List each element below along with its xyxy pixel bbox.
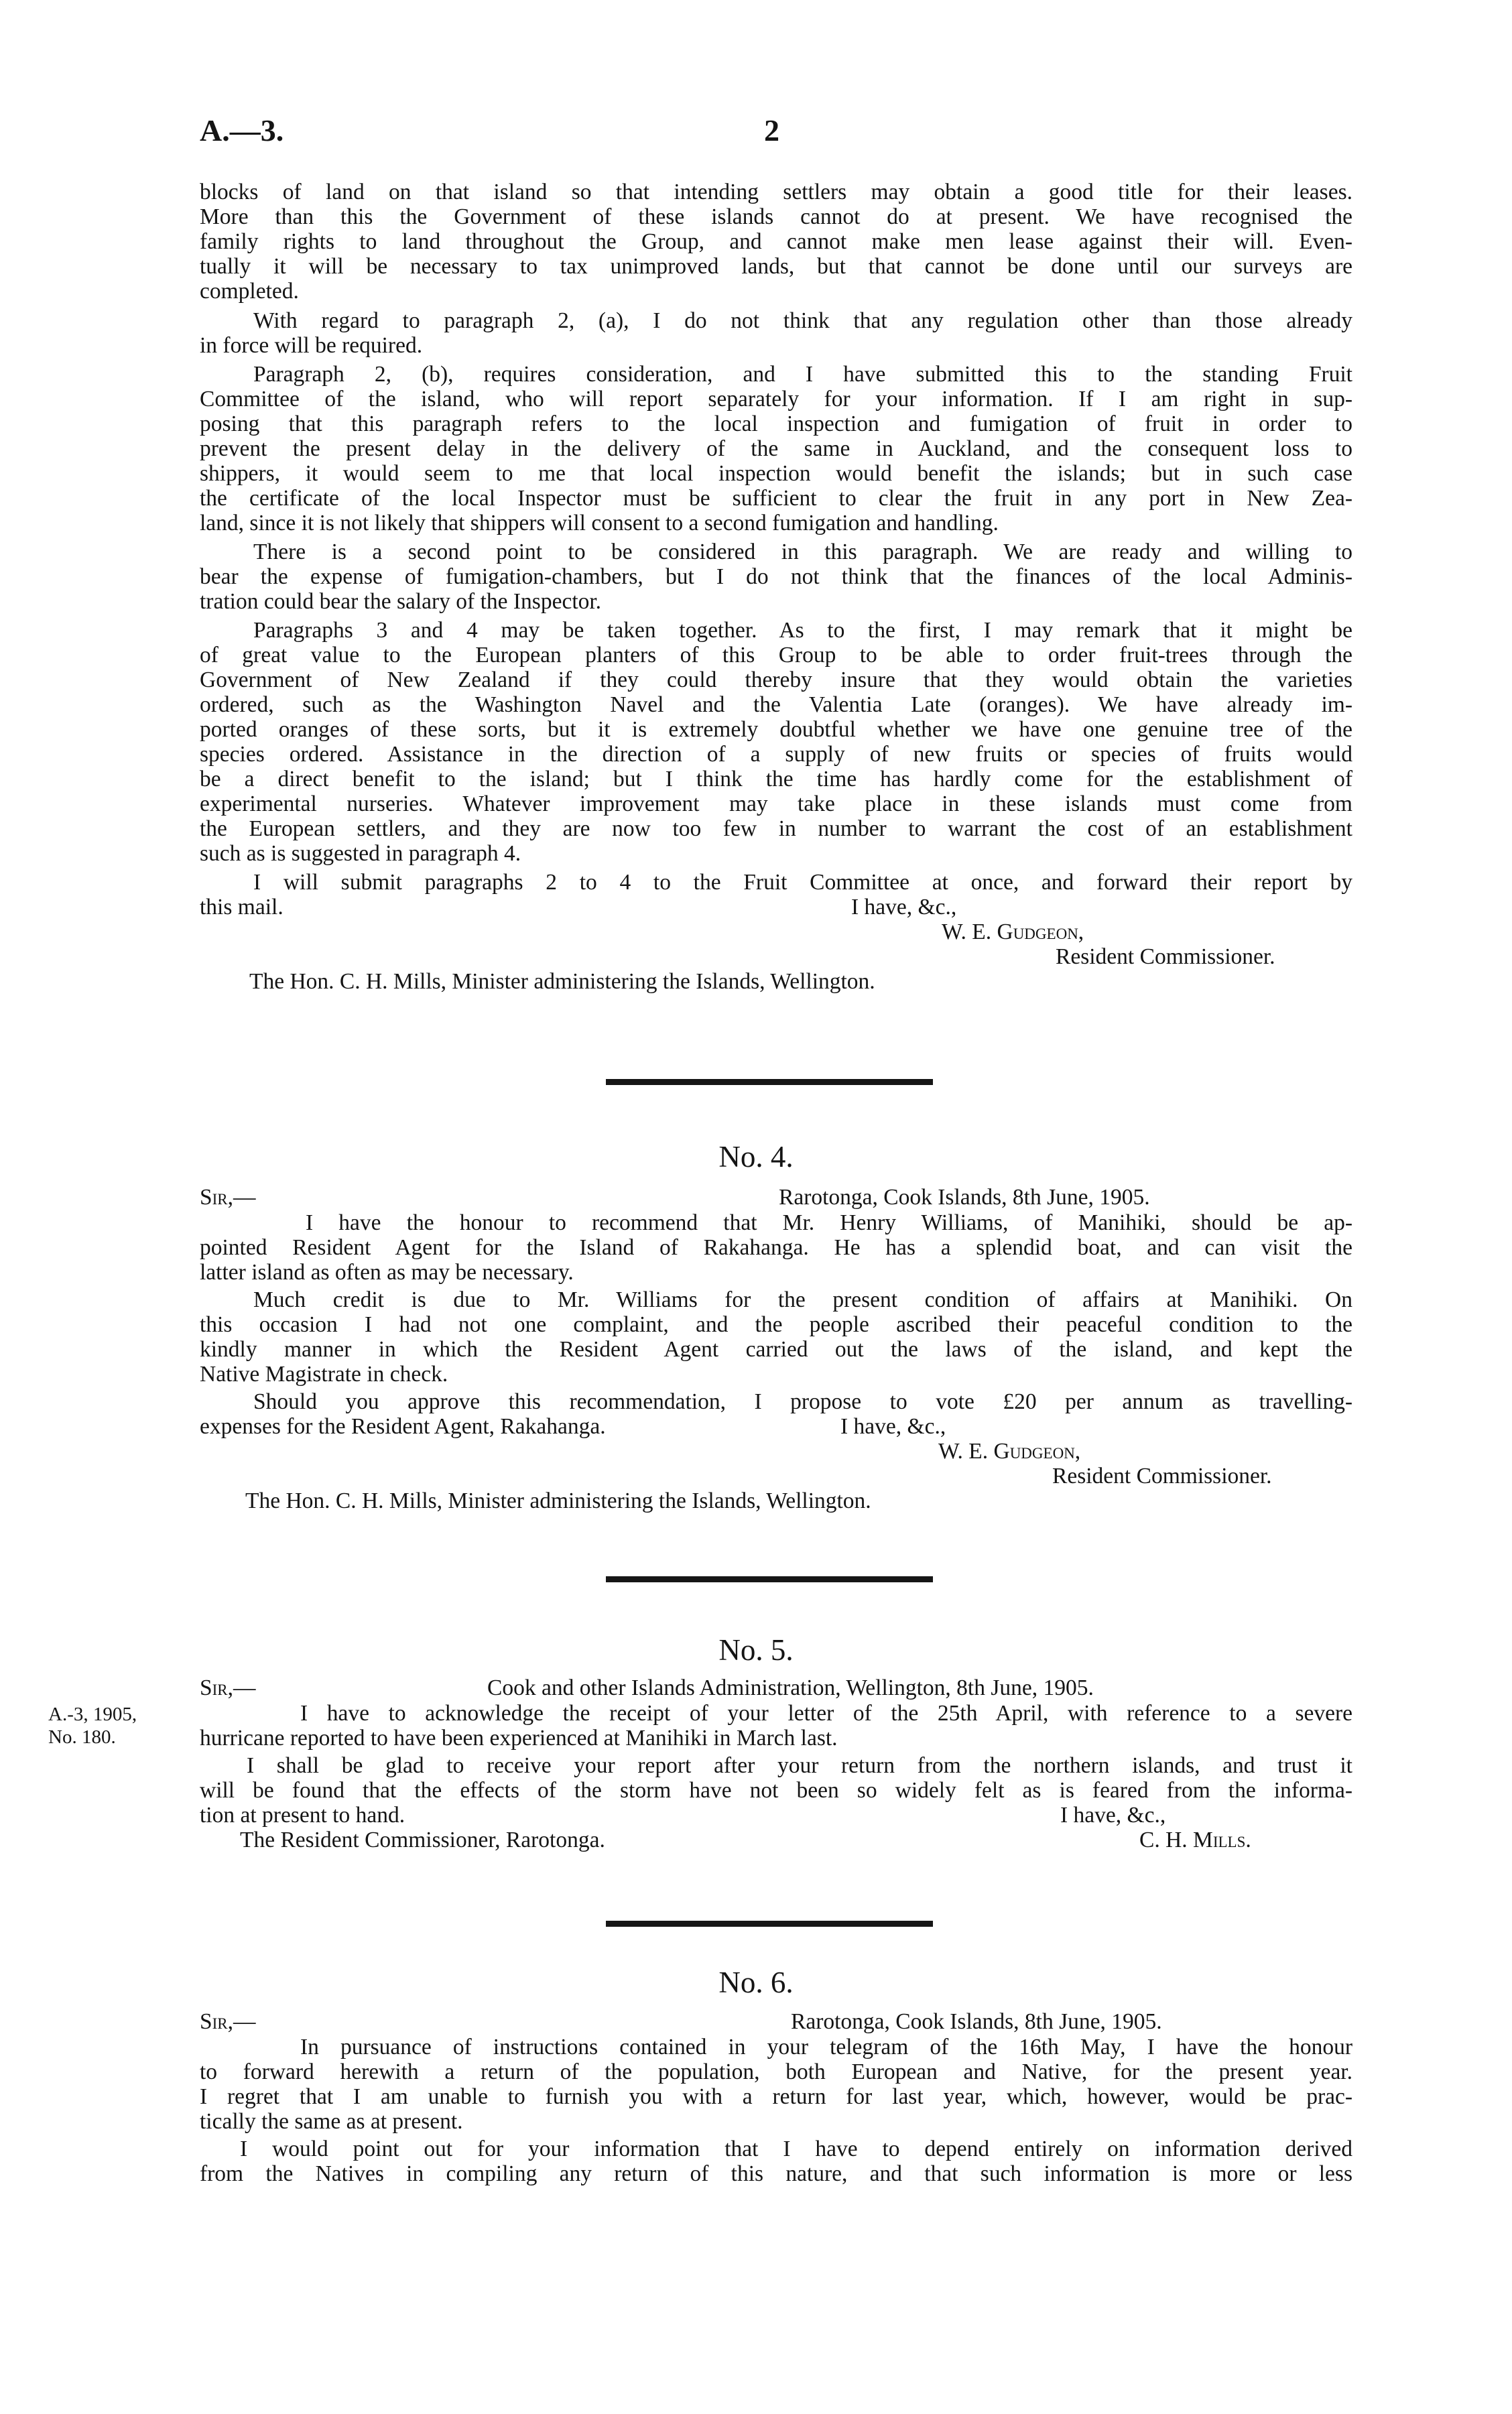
signature: W. E. Gudgeon, xyxy=(942,919,1084,944)
text-line: Should you approve this recommendation, I propose to vote £20 per annum as travelling- xyxy=(253,1389,1352,1414)
text-line: I have to acknowledge the receipt of your letter of the 25th April, with reference to a severe xyxy=(300,1701,1352,1726)
text-line: completed. xyxy=(200,279,299,304)
section-divider xyxy=(606,1921,933,1927)
dateline: Cook and other Islands Administration, Wellington, 8th June, 1905. xyxy=(487,1675,1094,1700)
text-line: to forward herewith a return of the population, both European and Native, for the present year. xyxy=(200,2059,1352,2084)
text-line: species ordered. Assistance in the direction of a supply of new fruits or species of fruits would xyxy=(200,742,1352,767)
addressee: The Hon. C. H. Mills, Minister administering the Islands, Wellington. xyxy=(245,1488,871,1513)
text-line: pointed Resident Agent for the Island of Rakahanga. He has a splendid boat, and can visit the xyxy=(200,1235,1352,1260)
text-line: such as is suggested in paragraph 4. xyxy=(200,841,521,866)
text-line: Government of New Zealand if they could thereby insure that they would obtain the varieties xyxy=(200,668,1352,692)
text-line: this mail. xyxy=(200,895,284,919)
section-divider xyxy=(606,1079,933,1085)
salutation: Sir,— xyxy=(200,1185,256,1210)
text-line: family rights to land throughout the Group, and cannot make men lease against their will. Even- xyxy=(200,229,1352,254)
text-line: In pursuance of instructions contained in your telegram of the 16th May, I have the honour xyxy=(300,2035,1352,2059)
letter-heading: No. 5. xyxy=(718,1633,794,1667)
salutation: Sir,— xyxy=(200,2009,256,2034)
text-line: tration could bear the salary of the Inspector. xyxy=(200,589,602,614)
text-line: latter island as often as may be necessary. xyxy=(200,1260,574,1285)
text-line: I would point out for your information that I have to depend entirely on information derived xyxy=(240,2137,1352,2161)
letter-heading: No. 4. xyxy=(718,1140,794,1173)
text-line: ordered, such as the Washington Navel and the Valentia Late (oranges). We have already im- xyxy=(200,692,1352,717)
text-line: shippers, it would seem to me that local inspection would benefit the islands; but in such case xyxy=(200,461,1352,486)
addressee: The Hon. C. H. Mills, Minister administering the Islands, Wellington. xyxy=(249,969,875,994)
text-line: tion at present to hand. xyxy=(200,1803,405,1828)
text-line: Much credit is due to Mr. Williams for the present condition of affairs at Manihiki. On xyxy=(253,1287,1352,1312)
text-line: land, since it is not likely that shippers will consent to a second fumigation and handling. xyxy=(200,511,999,535)
signatory-title: Resident Commissioner. xyxy=(1052,1464,1272,1488)
text-line: blocks of land on that island so that intending settlers may obtain a good title for their leases. xyxy=(200,180,1352,204)
salutation: Sir,— xyxy=(200,1675,256,1700)
text-line: posing that this paragraph refers to the local inspection and fumigation of fruit in order to xyxy=(200,411,1352,436)
text-line: I have the honour to recommend that Mr. Henry Williams, of Manihiki, should be ap- xyxy=(306,1210,1352,1235)
text-line: of great value to the European planters of this Group to be able to order fruit-trees through the xyxy=(200,643,1352,668)
text-line: There is a second point to be considered in this paragraph. We are ready and willing to xyxy=(253,539,1352,564)
text-line: I regret that I am unable to furnish you with a return for last year, which, however, would be prac- xyxy=(200,2084,1352,2109)
signature: W. E. Gudgeon, xyxy=(938,1439,1081,1464)
dateline: Rarotonga, Cook Islands, 8th June, 1905. xyxy=(791,2009,1162,2034)
dateline: Rarotonga, Cook Islands, 8th June, 1905. xyxy=(779,1185,1150,1210)
text-line: this occasion I had not one complaint, and the people ascribed their peaceful condition to the xyxy=(200,1312,1352,1337)
text-line: hurricane reported to have been experienced at Manihiki in March last. xyxy=(200,1726,838,1751)
text-line: I shall be glad to receive your report after your return from the northern islands, and trust it xyxy=(247,1753,1352,1778)
document-ref: A.—3. xyxy=(200,113,284,147)
text-line: the certificate of the local Inspector must be sufficient to clear the fruit in any port in New Zea- xyxy=(200,486,1352,511)
text-line: tically the same as at present. xyxy=(200,2109,463,2134)
section-divider xyxy=(606,1576,933,1582)
text-line: I will submit paragraphs 2 to 4 to the Fruit Committee at once, and forward their report by xyxy=(253,870,1352,895)
addressee: The Resident Commissioner, Rarotonga. xyxy=(240,1828,605,1852)
text-line: Paragraph 2, (b), requires consideration, and I have submitted this to the standing Fruit xyxy=(253,362,1352,387)
text-line: will be found that the effects of the storm have not been so widely felt as is feared from the informa- xyxy=(200,1778,1352,1803)
text-line: More than this the Government of these islands cannot do at present. We have recognised the xyxy=(200,204,1352,229)
text-line: in force will be required. xyxy=(200,333,423,358)
text-line: With regard to paragraph 2, (a), I do not think that any regulation other than those already xyxy=(253,308,1352,333)
signature: C. H. Mills. xyxy=(1139,1828,1251,1852)
text-line: prevent the present delay in the delivery of the same in Auckland, and the consequent loss to xyxy=(200,436,1352,461)
closing: I have, &c., xyxy=(1060,1803,1166,1828)
text-line: experimental nurseries. Whatever improvement may take place in these islands must come from xyxy=(200,791,1352,816)
text-line: kindly manner in which the Resident Agent carried out the laws of the island, and kept the xyxy=(200,1337,1352,1362)
text-line: Native Magistrate in check. xyxy=(200,1362,448,1387)
text-line: from the Natives in compiling any return of this nature, and that such information is more or less xyxy=(200,2161,1352,2186)
text-line: ported oranges of these sorts, but it is extremely doubtful whether we have one genuine tree of the xyxy=(200,717,1352,742)
text-line: the European settlers, and they are now too few in number to warrant the cost of an establishment xyxy=(200,816,1352,841)
margin-reference: A.-3, 1905, xyxy=(48,1704,137,1725)
signatory-title: Resident Commissioner. xyxy=(1056,944,1275,969)
closing: I have, &c., xyxy=(851,895,957,919)
text-line: Paragraphs 3 and 4 may be taken together. As to the first, I may remark that it might be xyxy=(253,618,1352,643)
text-line: be a direct benefit to the island; but I think the time has hardly come for the establishment of xyxy=(200,767,1352,791)
text-line: tually it will be necessary to tax unimproved lands, but that cannot be done until our surveys are xyxy=(200,254,1352,279)
letter-heading: No. 6. xyxy=(718,1966,794,1999)
margin-reference: No. 180. xyxy=(48,1726,116,1748)
text-line: Committee of the island, who will report separately for your information. If I am right in sup- xyxy=(200,387,1352,411)
text-line: expenses for the Resident Agent, Rakahanga. xyxy=(200,1414,606,1439)
closing: I have, &c., xyxy=(840,1414,946,1439)
text-line: bear the expense of fumigation-chambers, but I do not think that the finances of the local Adminis- xyxy=(200,564,1352,589)
page-number: 2 xyxy=(764,113,779,147)
